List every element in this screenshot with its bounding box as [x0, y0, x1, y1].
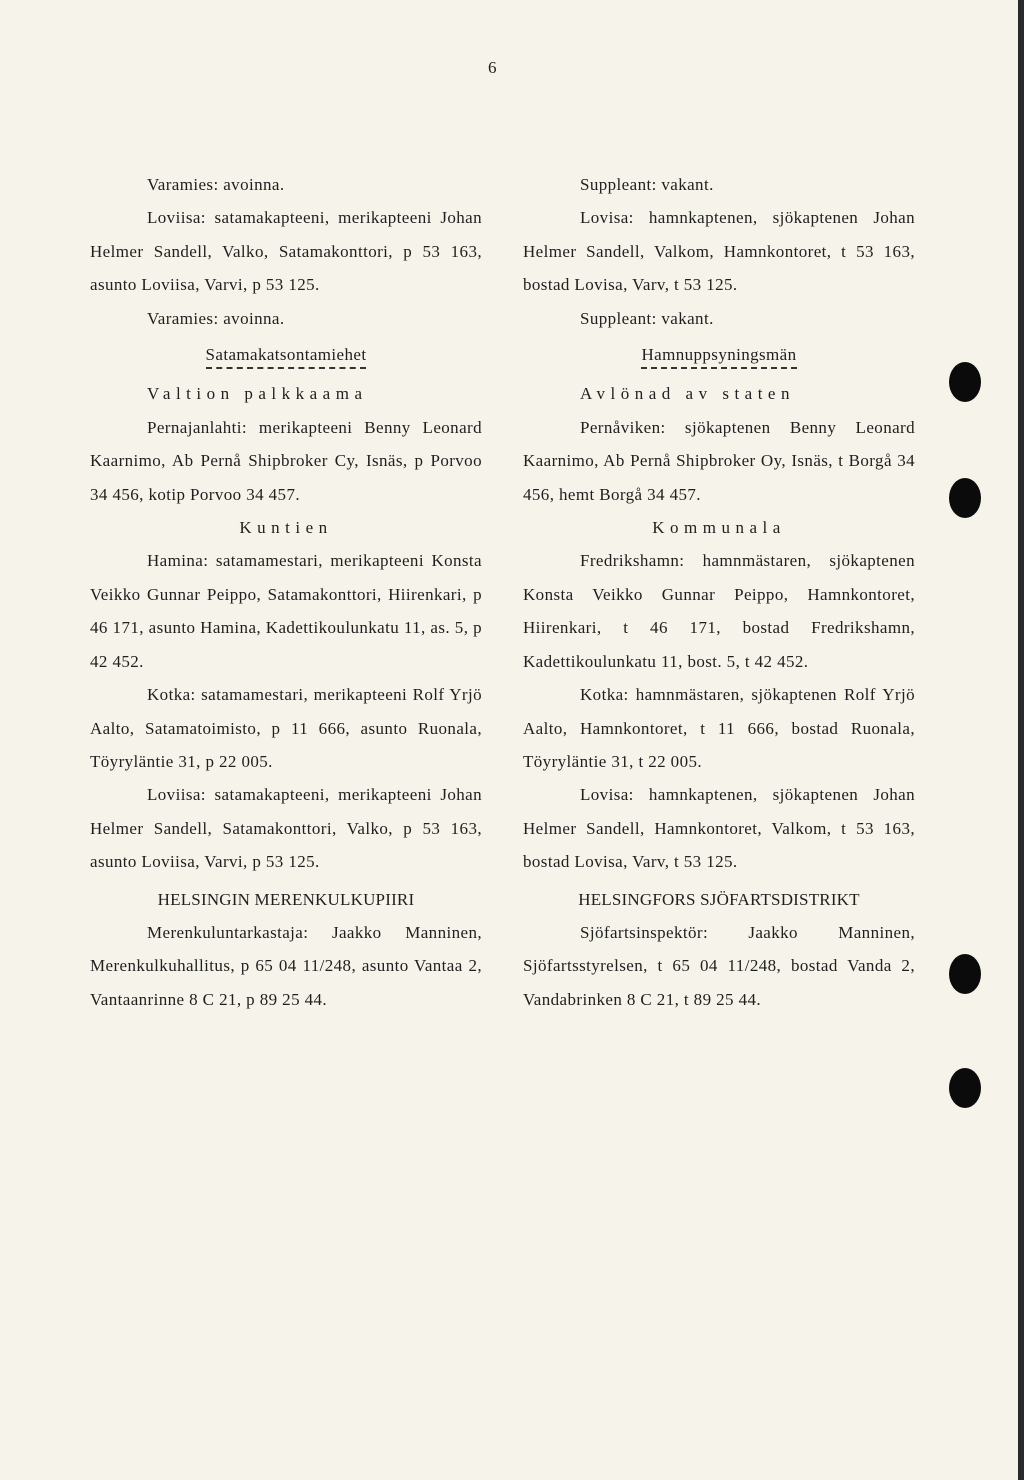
binder-hole-2	[949, 478, 981, 518]
left-subheading-1: Valtion palkkaama	[147, 384, 368, 404]
right-section-heading: Hamnuppsyningsmän	[523, 338, 915, 371]
left-paragraph-1: Varamies: avoinna.	[147, 175, 285, 194]
left-paragraph-8: Merenkuluntarkastaja: Jaakko Manninen, Merenkulkuhallitus, p 65 04 11/248, asunto Vantaa 2, Vantaanrinne 8 C 21, p 89 25 44.	[90, 922, 482, 1009]
left-district-heading: HELSINGIN MERENKULKUPIIRI	[157, 889, 415, 909]
left-subheading-2: Kuntien	[239, 518, 333, 538]
right-paragraph-7: Lovisa: hamnkaptenen, sjökaptenen Johan Helmer Sandell, Hamnkontoret, Valkom, t 53 163, bostad Lovisa, Varv, t 53 125.	[523, 785, 915, 872]
page-edge	[1018, 0, 1024, 1480]
right-paragraph-3: Suppleant: vakant.	[580, 308, 714, 328]
left-paragraph-6: Kotka: satamamestari, merikapteeni Rolf Yrjö Aalto, Satamatoimisto, p 11 666, asunto Ruonala, Töyryläntie 31, p 22 005.	[90, 685, 482, 771]
right-district-heading: HELSINGFORS SJÖFARTSDISTRIKT	[578, 889, 860, 909]
binder-hole-3	[949, 954, 981, 994]
left-section-heading: Satamakatsontamiehet	[90, 338, 482, 371]
binder-hole-1	[949, 362, 981, 402]
left-column-finnish	[90, 168, 482, 1016]
left-paragraph-4: Pernajanlahti: merikapteeni Benny Leonard Kaarnimo, Ab Pernå Shipbroker Cy, Isnäs, p Porvoo 34 456, kotip Porvoo 34 457.	[90, 417, 482, 504]
right-subheading-1: Avlönad av staten	[580, 384, 795, 404]
right-paragraph-4: Pernåviken: sjökaptenen Benny Leonard Kaarnimo, Ab Pernå Shipbroker Oy, Isnäs, t Borgå 34 456, hemt Borgå 34 457.	[523, 417, 915, 504]
right-paragraph-6: Kotka: hamnmästaren, sjökaptenen Rolf Yrjö Aalto, Hamnkontoret, t 11 666, bostad Ruonala, Töyryläntie 31, t 22 005.	[523, 685, 915, 771]
right-paragraph-5: Fredrikshamn: hamnmästaren, sjökaptenen Konsta Veikko Gunnar Peippo, Hamnkontoret, Hiirenkari, t 46 171, bostad Fredrikshamn, Kadettikoulunkatu 11, bost. 5, t 42 452.	[523, 551, 915, 671]
right-subheading-2: Kommunala	[652, 518, 786, 538]
right-paragraph-1: Suppleant: vakant.	[580, 175, 714, 194]
left-paragraph-7: Loviisa: satamakapteeni, merikapteeni Johan Helmer Sandell, Satamakonttori, Valko, p 53 163, asunto Loviisa, Varvi, p 53 125.	[90, 785, 482, 872]
binder-hole-4	[949, 1068, 981, 1108]
left-paragraph-2: Loviisa: satamakapteeni, merikapteeni Johan Helmer Sandell, Valko, Satamakonttori, p 53 163, asunto Loviisa, Varvi, p 53 125.	[90, 208, 482, 295]
right-paragraph-8: Sjöfartsinspektör: Jaakko Manninen, Sjöfartsstyrelsen, t 65 04 11/248, bostad Vanda 2, Vandabrinken 8 C 21, t 89 25 44.	[523, 922, 915, 1009]
left-paragraph-3: Varamies: avoinna.	[147, 308, 285, 328]
page-number: 6	[488, 58, 497, 77]
right-paragraph-2: Lovisa: hamnkaptenen, sjökaptenen Johan Helmer Sandell, Valkom, Hamnkontoret, t 53 163, bostad Lovisa, Varv, t 53 125.	[523, 208, 915, 295]
left-paragraph-5: Hamina: satamamestari, merikapteeni Konsta Veikko Gunnar Peippo, Satamakonttori, Hiirenkari, p 46 171, asunto Hamina, Kadettikoulunkatu 11, as. 5, p 42 452.	[90, 551, 482, 671]
right-column-swedish	[523, 168, 915, 1016]
